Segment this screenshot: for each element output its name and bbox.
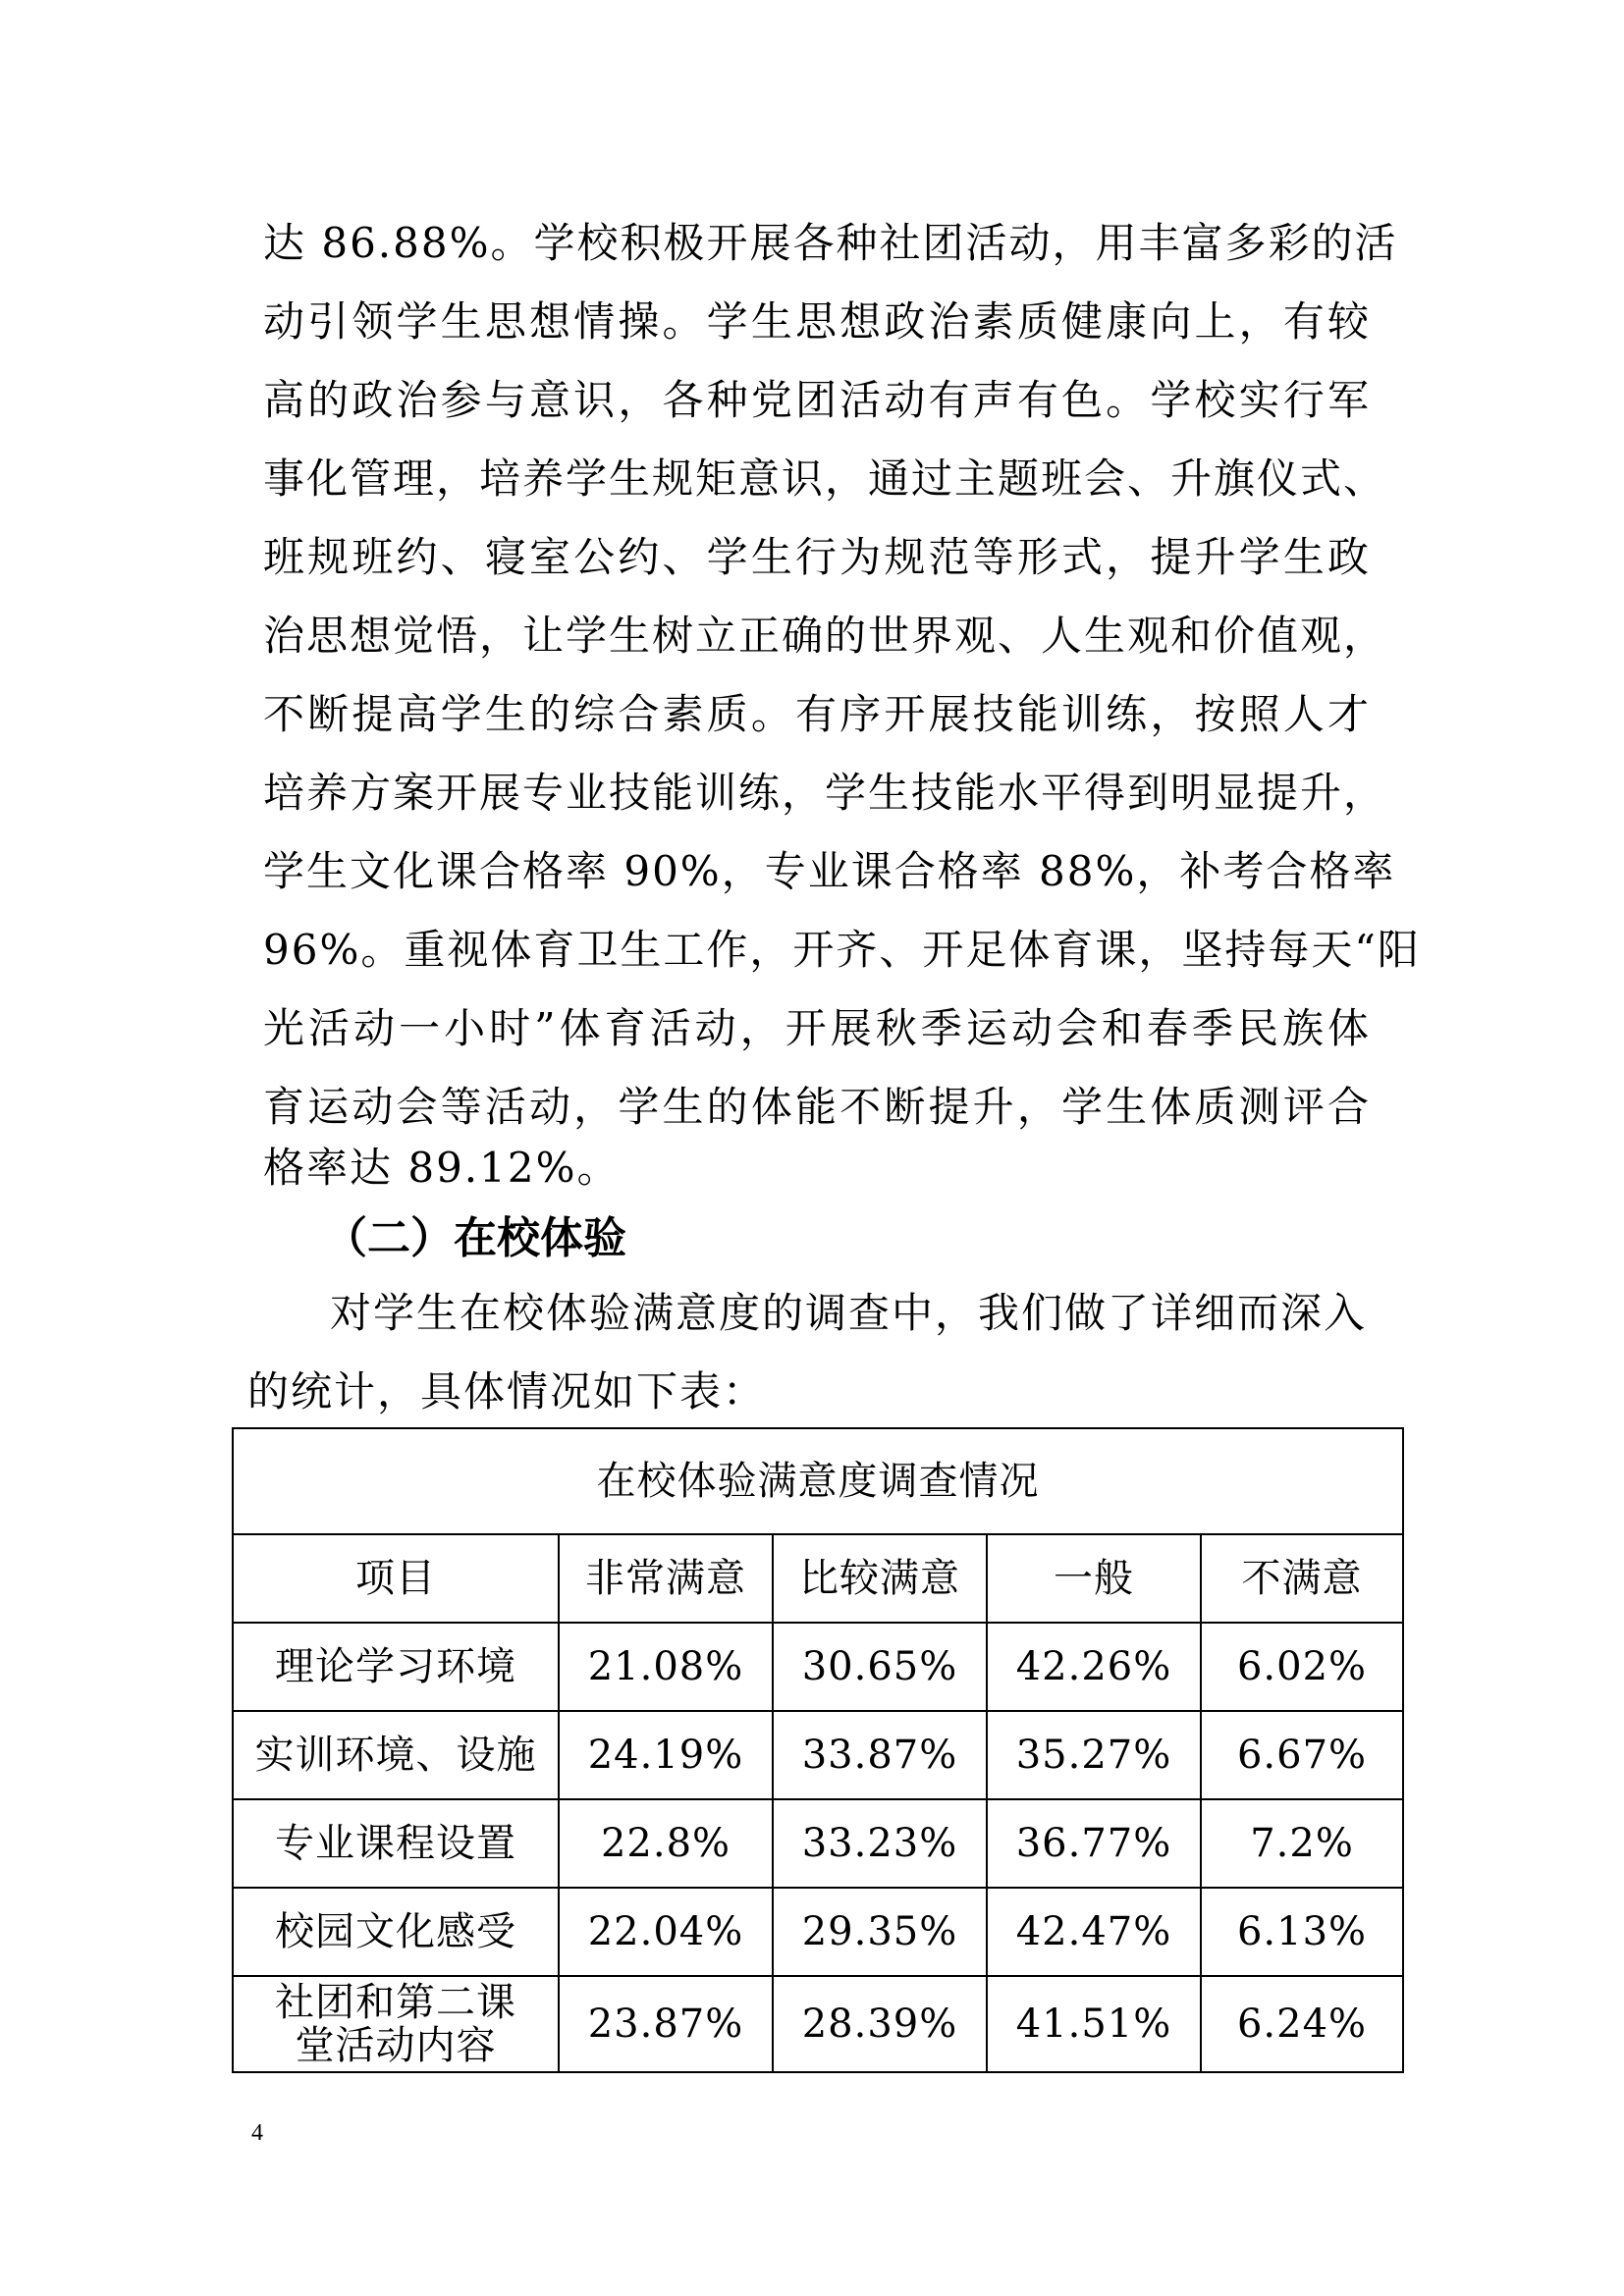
table-row bbox=[233, 1711, 1403, 1799]
table-cell: 6.13% bbox=[1201, 1888, 1403, 1976]
body-line-5: 班规班约、寝室公约、学生行为规范等形式，提升学生政 bbox=[263, 533, 1371, 581]
table-row bbox=[233, 1976, 1403, 2072]
body-line-8: 培养方案开展专业技能训练，学生技能水平得到明显提升， bbox=[263, 769, 1387, 817]
table-cell: 33.87% bbox=[773, 1711, 987, 1799]
table-cell: 22.04% bbox=[559, 1888, 773, 1976]
body-line-9: 学生文化课合格率 90%，专业课合格率 88%，补考合格率 bbox=[263, 847, 1396, 895]
table-cell: 30.65% bbox=[773, 1623, 987, 1711]
body-line-13: 格率达 89.12%。 bbox=[263, 1144, 621, 1192]
table-row bbox=[233, 1888, 1403, 1976]
intro-line-2: 的统计，具体情况如下表： bbox=[247, 1367, 767, 1415]
row-item-label: 社团和第二课堂活动内容 bbox=[233, 1976, 559, 2072]
body-line-3: 高的政治参与意识，各种党团活动有声有色。学校实行军 bbox=[263, 376, 1371, 424]
table-cell: 29.35% bbox=[773, 1888, 987, 1976]
table-cell: 28.39% bbox=[773, 1976, 987, 2072]
body-line-10: 96%。重视体育卫生工作，开齐、开足体育课，坚持每天“阳 bbox=[263, 926, 1421, 974]
row-item-label: 实训环境、设施 bbox=[233, 1711, 559, 1799]
body-line-6: 治思想觉悟，让学生树立正确的世界观、人生观和价值观， bbox=[263, 612, 1387, 660]
table-cell: 24.19% bbox=[559, 1711, 773, 1799]
table-caption-row bbox=[233, 1428, 1403, 1534]
body-line-11: 光活动一小时”体育活动，开展秋季运动会和春季民族体 bbox=[263, 1004, 1371, 1052]
table-header-row bbox=[233, 1534, 1403, 1623]
body-line-1: 达 86.88%。学校积极开展各种社团活动，用丰富多彩的活 bbox=[263, 219, 1398, 267]
table-cell: 6.24% bbox=[1201, 1976, 1403, 2072]
table-cell: 42.26% bbox=[987, 1623, 1201, 1711]
satisfaction-table bbox=[232, 1427, 1404, 2073]
page-number: 4 bbox=[251, 2120, 263, 2146]
table-cell: 21.08% bbox=[559, 1623, 773, 1711]
table-cell: 7.2% bbox=[1201, 1799, 1403, 1888]
row-item-label: 校园文化感受 bbox=[233, 1888, 559, 1976]
table-caption: 在校体验满意度调查情况 bbox=[233, 1428, 1403, 1534]
column-header-very-satisfied: 非常满意 bbox=[559, 1534, 773, 1623]
column-header-unsatisfied: 不满意 bbox=[1201, 1534, 1403, 1623]
row-item-label: 专业课程设置 bbox=[233, 1799, 559, 1888]
table-cell: 36.77% bbox=[987, 1799, 1201, 1888]
column-header-item: 项目 bbox=[233, 1534, 559, 1623]
row-item-label: 理论学习环境 bbox=[233, 1623, 559, 1711]
table-row bbox=[233, 1799, 1403, 1888]
table-cell: 33.23% bbox=[773, 1799, 987, 1888]
table-cell: 22.8% bbox=[559, 1799, 773, 1888]
table-row bbox=[233, 1623, 1403, 1711]
body-line-7: 不断提高学生的综合素质。有序开展技能训练，按照人才 bbox=[263, 690, 1371, 738]
table-cell: 35.27% bbox=[987, 1711, 1201, 1799]
body-line-12: 育运动会等活动，学生的体能不断提升，学生体质测评合 bbox=[263, 1083, 1371, 1131]
body-line-4: 事化管理，培养学生规矩意识，通过主题班会、升旗仪式、 bbox=[263, 454, 1387, 503]
table-cell: 41.51% bbox=[987, 1976, 1201, 2072]
intro-line-1: 对学生在校体验满意度的调查中，我们做了详细而深入 bbox=[330, 1289, 1368, 1337]
table-cell: 23.87% bbox=[559, 1976, 773, 2072]
table-cell: 42.47% bbox=[987, 1888, 1201, 1976]
body-line-2: 动引领学生思想情操。学生思想政治素质健康向上，有较 bbox=[263, 297, 1371, 346]
table-cell: 6.67% bbox=[1201, 1711, 1403, 1799]
section-heading: （二）在校体验 bbox=[324, 1213, 626, 1263]
column-header-average: 一般 bbox=[987, 1534, 1201, 1623]
column-header-fairly-satisfied: 比较满意 bbox=[773, 1534, 987, 1623]
table-cell: 6.02% bbox=[1201, 1623, 1403, 1711]
